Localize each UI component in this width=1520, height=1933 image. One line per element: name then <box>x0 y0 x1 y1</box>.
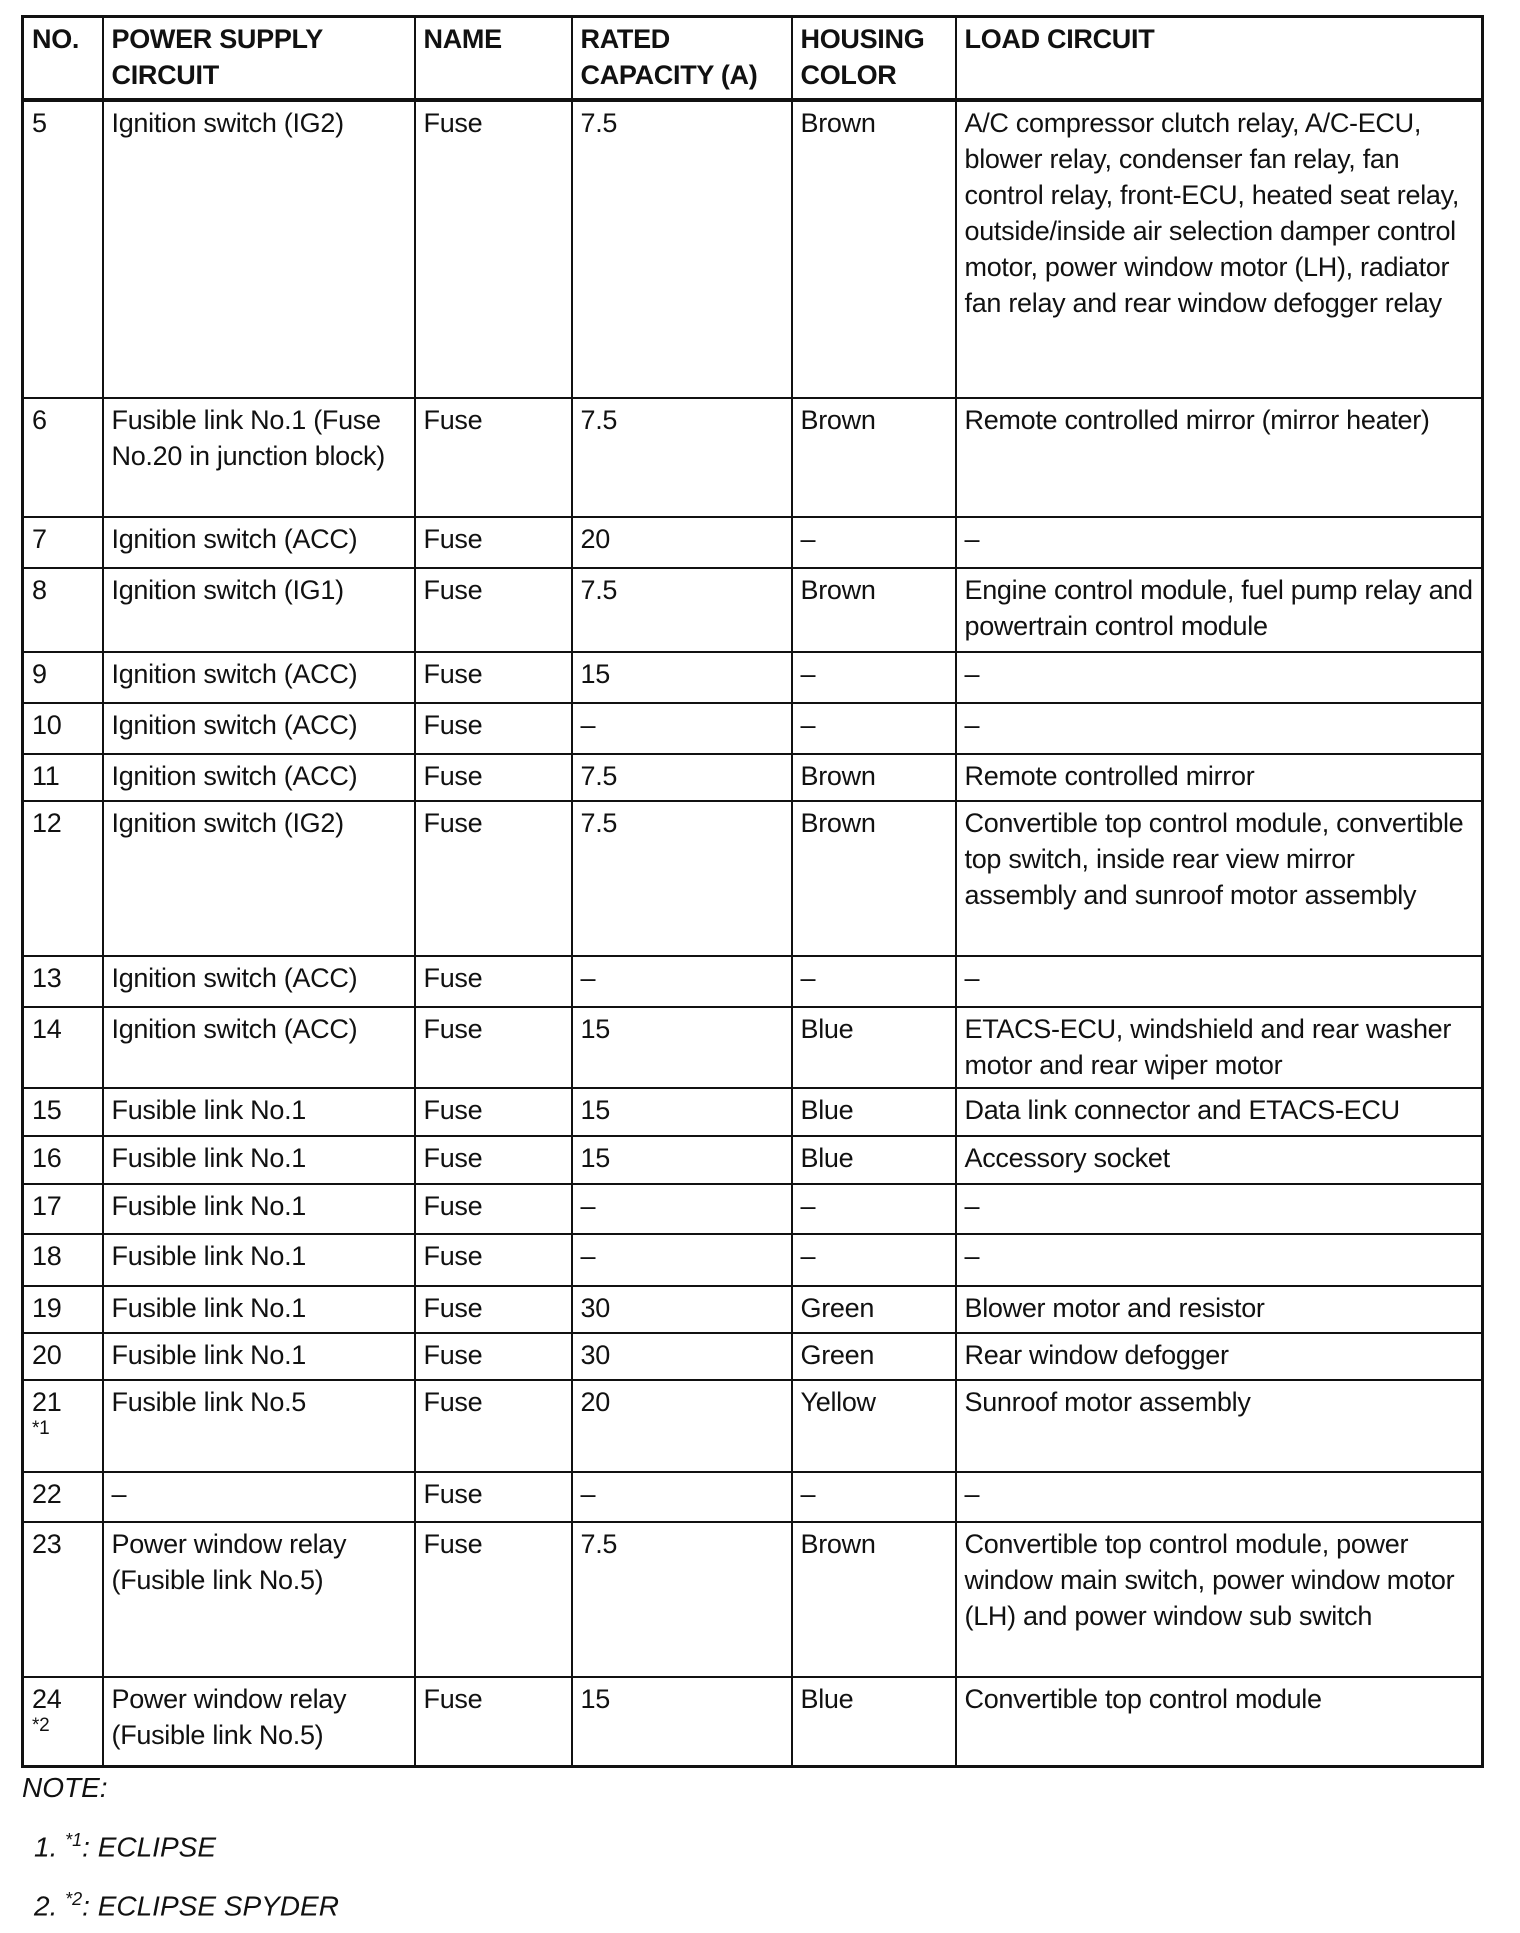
cell-housing-color <box>792 1184 956 1234</box>
note-item <box>22 1814 339 1873</box>
cell-no <box>23 1234 103 1286</box>
cell-capacity-text: 7.5 <box>580 574 618 605</box>
cell-name <box>415 1007 572 1088</box>
cell-power-supply-text: Fusible link No.1 <box>111 1190 306 1221</box>
cell-load-circuit <box>956 398 1483 517</box>
cell-no-text: 19 <box>32 1292 62 1323</box>
cell-load-circuit <box>956 1136 1483 1184</box>
cell-capacity-text: 20 <box>580 1386 610 1417</box>
cell-no-text: 14 <box>32 1013 62 1044</box>
cell-power-supply-text: Ignition switch (ACC) <box>111 658 358 689</box>
table-row <box>23 1007 1483 1088</box>
cell-capacity <box>572 801 792 956</box>
cell-capacity-text: – <box>580 1190 596 1221</box>
cell-power-supply <box>103 1007 415 1088</box>
cell-name <box>415 652 572 703</box>
cell-housing-color-text: – <box>800 962 816 993</box>
cell-name <box>415 1333 572 1380</box>
cell-power-supply-text: Fusible link No.1 <box>111 1339 306 1370</box>
cell-name-text: Fuse <box>423 523 483 554</box>
cell-power-supply <box>103 652 415 703</box>
cell-load-circuit-text: Convertible top control module, convertible top switch, inside rear view mirror assembly and sunroof motor assembly <box>964 807 1464 910</box>
cell-power-supply <box>103 1184 415 1234</box>
cell-housing-color-text: Blue <box>800 1683 854 1714</box>
cell-no <box>23 703 103 754</box>
cell-capacity <box>572 1184 792 1234</box>
cell-capacity-text: 15 <box>580 1142 610 1173</box>
cell-no-text: 18 <box>32 1240 62 1271</box>
cell-no <box>23 652 103 703</box>
cell-name <box>415 398 572 517</box>
cell-no <box>23 956 103 1007</box>
cell-capacity-text: 15 <box>580 658 610 689</box>
cell-power-supply-text: Ignition switch (IG2) <box>111 107 344 138</box>
cell-no-text: 10 <box>32 709 62 740</box>
cell-load-circuit-text: – <box>964 1478 980 1509</box>
cell-load-circuit <box>956 956 1483 1007</box>
cell-housing-color-text: Green <box>800 1339 875 1370</box>
cell-name <box>415 517 572 568</box>
table-row <box>23 517 1483 568</box>
table-row <box>23 568 1483 652</box>
cell-load-circuit <box>956 754 1483 801</box>
cell-power-supply <box>103 703 415 754</box>
cell-capacity-text: 7.5 <box>580 760 618 791</box>
cell-no-text: 21 <box>32 1386 62 1417</box>
cell-power-supply <box>103 568 415 652</box>
cell-housing-color-text: – <box>800 1190 816 1221</box>
cell-no-text: 23 <box>32 1528 62 1559</box>
cell-power-supply <box>103 1136 415 1184</box>
cell-power-supply <box>103 1286 415 1333</box>
cell-capacity <box>572 1333 792 1380</box>
cell-housing-color <box>792 398 956 517</box>
table-row <box>23 1380 1483 1472</box>
cell-name-text: Fuse <box>423 1094 483 1125</box>
header-name: NAME <box>415 17 572 100</box>
cell-capacity-text: 15 <box>580 1683 610 1714</box>
cell-no <box>23 398 103 517</box>
cell-power-supply-text: Power window relay (Fusible link No.5) <box>111 1683 347 1750</box>
cell-load-circuit-text: Rear window defogger <box>964 1339 1229 1370</box>
cell-name <box>415 1380 572 1472</box>
table-row <box>23 1333 1483 1380</box>
cell-no-text: 22 <box>32 1478 62 1509</box>
cell-load-circuit-text: – <box>964 523 980 554</box>
cell-housing-color <box>792 100 956 398</box>
cell-housing-color <box>792 1088 956 1136</box>
cell-power-supply-text: Ignition switch (ACC) <box>111 523 358 554</box>
cell-name <box>415 568 572 652</box>
cell-capacity <box>572 398 792 517</box>
cell-name-text: Fuse <box>423 1190 483 1221</box>
fuse-table <box>21 15 1484 1768</box>
cell-no <box>23 1184 103 1234</box>
cell-name <box>415 956 572 1007</box>
cell-capacity-text: – <box>580 962 596 993</box>
cell-capacity-text: 7.5 <box>580 807 618 838</box>
cell-housing-color <box>792 1677 956 1767</box>
cell-capacity <box>572 568 792 652</box>
table-row <box>23 956 1483 1007</box>
header-no: NO. <box>23 17 103 100</box>
cell-load-circuit <box>956 517 1483 568</box>
cell-housing-color <box>792 517 956 568</box>
cell-housing-color-text: Yellow <box>800 1386 876 1417</box>
cell-power-supply-text: Fusible link No.1 <box>111 1292 306 1323</box>
cell-power-supply-text: Ignition switch (IG2) <box>111 807 344 838</box>
cell-no <box>23 1333 103 1380</box>
table-row <box>23 1136 1483 1184</box>
cell-name-text: Fuse <box>423 1292 483 1323</box>
cell-no <box>23 1088 103 1136</box>
cell-load-circuit-text: – <box>964 962 980 993</box>
cell-load-circuit-text: Engine control module, fuel pump relay and powertrain control module <box>964 574 1473 641</box>
cell-no <box>23 1472 103 1522</box>
cell-housing-color-text: – <box>800 658 816 689</box>
cell-power-supply <box>103 1234 415 1286</box>
cell-no <box>23 754 103 801</box>
cell-no-text: 11 <box>32 760 60 791</box>
cell-load-circuit-text: Convertible top control module <box>964 1683 1322 1714</box>
cell-load-circuit <box>956 1286 1483 1333</box>
cell-housing-color <box>792 1522 956 1677</box>
cell-power-supply-text: Ignition switch (ACC) <box>111 760 358 791</box>
cell-load-circuit <box>956 703 1483 754</box>
cell-no-text: 24 <box>32 1683 62 1714</box>
cell-load-circuit-text: – <box>964 709 980 740</box>
cell-load-circuit <box>956 1088 1483 1136</box>
cell-capacity-text: 30 <box>580 1292 610 1323</box>
cell-housing-color <box>792 1286 956 1333</box>
cell-load-circuit <box>956 568 1483 652</box>
cell-housing-color-text: Brown <box>800 760 876 791</box>
cell-capacity-text: – <box>580 709 596 740</box>
cell-load-circuit <box>956 1677 1483 1767</box>
cell-housing-color-text: Blue <box>800 1013 854 1044</box>
cell-name-text: Fuse <box>423 760 483 791</box>
cell-power-supply-text: Power window relay (Fusible link No.5) <box>111 1528 347 1595</box>
table-row <box>23 398 1483 517</box>
header-load-circuit: LOAD CIRCUIT <box>956 17 1483 100</box>
cell-power-supply <box>103 100 415 398</box>
cell-capacity <box>572 703 792 754</box>
table-row <box>23 100 1483 398</box>
cell-capacity <box>572 1136 792 1184</box>
cell-load-circuit-text: – <box>964 1190 980 1221</box>
cell-power-supply-text: Fusible link No.5 <box>111 1386 306 1417</box>
cell-capacity <box>572 517 792 568</box>
cell-power-supply-text: Ignition switch (ACC) <box>111 709 358 740</box>
cell-name <box>415 801 572 956</box>
cell-housing-color-text: – <box>800 523 816 554</box>
cell-housing-color <box>792 1007 956 1088</box>
cell-power-supply <box>103 1522 415 1677</box>
cell-housing-color <box>792 568 956 652</box>
cell-capacity <box>572 1472 792 1522</box>
cell-name-text: Fuse <box>423 1339 483 1370</box>
cell-no <box>23 801 103 956</box>
cell-housing-color <box>792 703 956 754</box>
cell-housing-color-text: Brown <box>800 404 876 435</box>
cell-load-circuit-text: ETACS-ECU, windshield and rear washer motor and rear wiper motor <box>964 1013 1452 1080</box>
note-mark: *1 <box>65 1830 83 1850</box>
cell-load-circuit <box>956 801 1483 956</box>
table-row <box>23 703 1483 754</box>
cell-load-circuit-text: Convertible top control module, power window main switch, power window motor (LH) and power window sub switch <box>964 1528 1455 1631</box>
cell-capacity-text: 7.5 <box>580 107 618 138</box>
table-row <box>23 1184 1483 1234</box>
table-row <box>23 754 1483 801</box>
cell-name-text: Fuse <box>423 1142 483 1173</box>
cell-power-supply <box>103 398 415 517</box>
cell-capacity <box>572 1522 792 1677</box>
cell-power-supply <box>103 1333 415 1380</box>
header-rated-capacity: RATED CAPACITY (A) <box>572 17 792 100</box>
cell-load-circuit <box>956 1472 1483 1522</box>
cell-power-supply <box>103 1088 415 1136</box>
cell-housing-color-text: Blue <box>800 1142 854 1173</box>
cell-name <box>415 1088 572 1136</box>
cell-housing-color-text: – <box>800 709 816 740</box>
table-row <box>23 1522 1483 1677</box>
table-row <box>23 1088 1483 1136</box>
cell-capacity <box>572 1286 792 1333</box>
cell-housing-color-text: Brown <box>800 1528 876 1559</box>
cell-name-text: Fuse <box>423 574 483 605</box>
table-row <box>23 801 1483 956</box>
cell-no <box>23 1286 103 1333</box>
cell-capacity-text: 15 <box>580 1013 610 1044</box>
cell-housing-color <box>792 801 956 956</box>
cell-housing-color <box>792 1136 956 1184</box>
cell-capacity <box>572 956 792 1007</box>
cell-name-text: Fuse <box>423 404 483 435</box>
cell-power-supply <box>103 801 415 956</box>
cell-name-text: Fuse <box>423 709 483 740</box>
cell-no <box>23 1522 103 1677</box>
table-row <box>23 1286 1483 1333</box>
cell-no-text: 13 <box>32 962 62 993</box>
cell-load-circuit-text: Sunroof motor assembly <box>964 1386 1251 1417</box>
notes-title: NOTE: <box>22 1772 108 1803</box>
cell-load-circuit <box>956 652 1483 703</box>
cell-name-text: Fuse <box>423 107 483 138</box>
cell-housing-color-text: – <box>800 1240 816 1271</box>
cell-load-circuit-text: Remote controlled mirror <box>964 760 1255 791</box>
cell-housing-color <box>792 1234 956 1286</box>
cell-housing-color-text: Blue <box>800 1094 854 1125</box>
cell-housing-color <box>792 1333 956 1380</box>
note-text: : ECLIPSE SPYDER <box>82 1890 339 1922</box>
cell-load-circuit-text: Data link connector and ETACS-ECU <box>964 1094 1400 1125</box>
cell-name <box>415 1677 572 1767</box>
cell-capacity <box>572 1007 792 1088</box>
cell-capacity-text: 30 <box>580 1339 610 1370</box>
cell-no-text: 16 <box>32 1142 62 1173</box>
cell-power-supply <box>103 517 415 568</box>
cell-no-text: 5 <box>32 107 47 138</box>
cell-no-text: 17 <box>32 1190 62 1221</box>
cell-name <box>415 100 572 398</box>
cell-no-text: 15 <box>32 1094 62 1125</box>
header-housing-color: HOUSING COLOR <box>792 17 956 100</box>
cell-name <box>415 703 572 754</box>
notes <box>22 1762 339 1933</box>
cell-no-text: 12 <box>32 807 62 838</box>
note-item <box>22 1873 339 1932</box>
cell-capacity-text: 7.5 <box>580 1528 618 1559</box>
cell-housing-color <box>792 1472 956 1522</box>
cell-capacity-text: – <box>580 1240 596 1271</box>
cell-no-text: 9 <box>32 658 47 689</box>
cell-power-supply-text: Ignition switch (ACC) <box>111 1013 358 1044</box>
cell-no <box>23 1677 103 1767</box>
note-mark: *2 <box>65 1889 83 1910</box>
cell-name-text: Fuse <box>423 807 483 838</box>
cell-capacity-text: – <box>580 1478 596 1509</box>
cell-load-circuit-text: – <box>964 1240 980 1271</box>
cell-load-circuit-text: A/C compressor clutch relay, A/C-ECU, blower relay, condenser fan relay, fan control relay, front-ECU, heated seat relay, outside/inside air selection damper control motor, power window motor (LH), radiator fan relay and rear window defogger relay <box>964 107 1460 318</box>
note-number: 1. <box>34 1831 58 1863</box>
cell-load-circuit-text: Remote controlled mirror (mirror heater) <box>964 404 1430 435</box>
cell-name <box>415 1286 572 1333</box>
note-number: 2. <box>34 1890 58 1922</box>
cell-load-circuit <box>956 1522 1483 1677</box>
cell-name-text: Fuse <box>423 1528 483 1559</box>
cell-power-supply <box>103 1380 415 1472</box>
cell-capacity <box>572 100 792 398</box>
cell-capacity-text: 15 <box>580 1094 610 1125</box>
table-row <box>23 1677 1483 1767</box>
cell-power-supply-text: – <box>111 1478 127 1509</box>
cell-no-text: 8 <box>32 574 47 605</box>
cell-power-supply-text: Fusible link No.1 <box>111 1094 306 1125</box>
cell-no <box>23 100 103 398</box>
cell-capacity-text: 7.5 <box>580 404 618 435</box>
cell-name <box>415 1472 572 1522</box>
cell-no <box>23 568 103 652</box>
cell-load-circuit-text: Accessory socket <box>964 1142 1170 1173</box>
cell-power-supply-text: Ignition switch (ACC) <box>111 962 358 993</box>
cell-power-supply-text: Fusible link No.1 <box>111 1142 306 1173</box>
cell-name-text: Fuse <box>423 962 483 993</box>
cell-power-supply <box>103 956 415 1007</box>
cell-power-supply-text: Fusible link No.1 <box>111 1240 306 1271</box>
cell-load-circuit <box>956 1184 1483 1234</box>
cell-name-text: Fuse <box>423 1683 483 1714</box>
note-text: : ECLIPSE <box>82 1831 216 1863</box>
cell-name <box>415 1522 572 1677</box>
cell-name-text: Fuse <box>423 1013 483 1044</box>
cell-capacity <box>572 1677 792 1767</box>
cell-load-circuit <box>956 1380 1483 1472</box>
table-row <box>23 1472 1483 1522</box>
cell-power-supply-text: Ignition switch (IG1) <box>111 574 344 605</box>
cell-power-supply-text: Fusible link No.1 (Fuse No.20 in junction block) <box>111 404 385 471</box>
cell-no <box>23 1136 103 1184</box>
cell-name-text: Fuse <box>423 1478 483 1509</box>
cell-housing-color-text: Brown <box>800 574 876 605</box>
cell-capacity <box>572 652 792 703</box>
cell-load-circuit <box>956 1333 1483 1380</box>
cell-power-supply <box>103 754 415 801</box>
cell-name-text: Fuse <box>423 1240 483 1271</box>
cell-name <box>415 1184 572 1234</box>
cell-no-text: 6 <box>32 404 47 435</box>
cell-power-supply <box>103 1677 415 1767</box>
cell-name <box>415 1136 572 1184</box>
cell-housing-color-text: – <box>800 1478 816 1509</box>
cell-capacity <box>572 1380 792 1472</box>
cell-capacity <box>572 754 792 801</box>
cell-housing-color <box>792 956 956 1007</box>
cell-load-circuit <box>956 1234 1483 1286</box>
cell-no <box>23 1380 103 1472</box>
cell-name-text: Fuse <box>423 1386 483 1417</box>
cell-no <box>23 517 103 568</box>
cell-no-text: 20 <box>32 1339 62 1370</box>
cell-capacity <box>572 1234 792 1286</box>
cell-load-circuit <box>956 100 1483 398</box>
table-header-row <box>23 17 1483 100</box>
cell-housing-color <box>792 1380 956 1472</box>
cell-power-supply <box>103 1472 415 1522</box>
cell-housing-color-text: Brown <box>800 107 876 138</box>
header-power-supply-circuit: POWER SUPPLY CIRCUIT <box>103 17 415 100</box>
cell-capacity <box>572 1088 792 1136</box>
table-row <box>23 1234 1483 1286</box>
cell-load-circuit <box>956 1007 1483 1088</box>
table-row <box>23 652 1483 703</box>
cell-no-text: 7 <box>32 523 47 554</box>
cell-load-circuit-text: Blower motor and resistor <box>964 1292 1265 1323</box>
model-mark: *1 <box>32 1417 50 1439</box>
cell-capacity-text: 20 <box>580 523 610 554</box>
cell-load-circuit-text: – <box>964 658 980 689</box>
cell-name <box>415 1234 572 1286</box>
cell-housing-color <box>792 652 956 703</box>
cell-name <box>415 754 572 801</box>
cell-housing-color-text: Green <box>800 1292 875 1323</box>
model-mark: *2 <box>32 1714 50 1736</box>
cell-housing-color-text: Brown <box>800 807 876 838</box>
cell-name-text: Fuse <box>423 658 483 689</box>
cell-no <box>23 1007 103 1088</box>
cell-housing-color <box>792 754 956 801</box>
